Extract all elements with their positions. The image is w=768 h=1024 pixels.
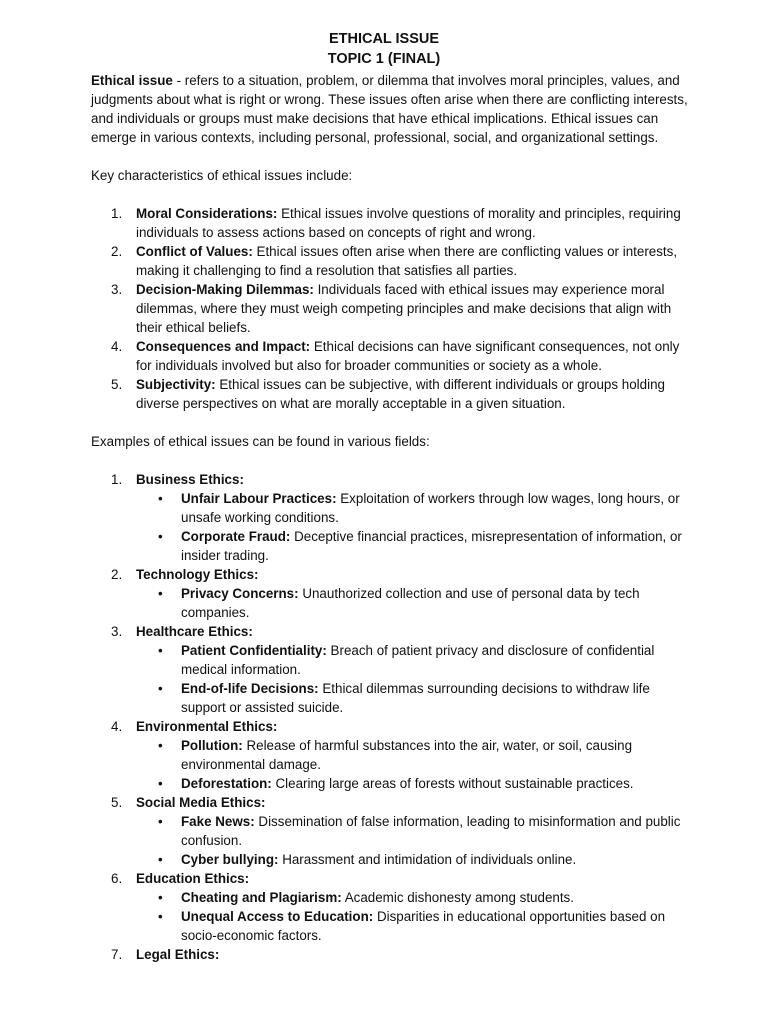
field-item [91, 945, 691, 964]
field-name: Business Ethics: [136, 472, 244, 487]
list-item [91, 337, 691, 375]
example-text: Disparities in educational opportunities based on socio-economic factors. [181, 909, 666, 943]
example-text: Breach of patient privacy and disclosure of confidential medical information. [181, 643, 655, 677]
list-item [91, 242, 691, 280]
field-item [91, 717, 691, 793]
field-name: Education Ethics: [136, 871, 250, 886]
example-term: Privacy Concerns: [181, 586, 299, 601]
field-name: Social Media Ethics: [136, 795, 266, 810]
example-item [136, 489, 691, 527]
characteristics-list [91, 204, 691, 413]
field-item [91, 869, 691, 945]
item-number: 5. [111, 377, 123, 392]
field-number: 5. [111, 795, 123, 810]
example-item [136, 812, 691, 850]
definition-term: Ethical issue [91, 73, 173, 88]
example-text: Unauthorized collection and use of personal data by tech companies. [181, 586, 640, 620]
list-item [91, 280, 691, 337]
example-text: Release of harmful substances into the air, water, or soil, causing environmental damage. [181, 738, 633, 772]
example-term: Deforestation: [181, 776, 272, 791]
field-item [91, 793, 691, 869]
field-number: 2. [111, 567, 123, 582]
document-subtitle: TOPIC 1 (FINAL) [327, 51, 441, 67]
bullet-icon: • [158, 776, 163, 791]
example-item [136, 679, 691, 717]
item-text: Ethical issues often arise when there are conflicting values or interests, making it challenging to find a resolution that satisfies all parties. [136, 244, 678, 278]
item-number: 3. [111, 282, 123, 297]
example-term: Corporate Fraud: [181, 529, 291, 544]
field-examples [136, 641, 691, 717]
document-title: ETHICAL ISSUE [328, 31, 440, 47]
field-name: Environmental Ethics: [136, 719, 278, 734]
example-item [136, 584, 691, 622]
field-name: Healthcare Ethics: [136, 624, 253, 639]
example-text: Deceptive financial practices, misrepresentation of information, or insider trading. [181, 529, 682, 563]
example-term: Unfair Labour Practices: [181, 491, 337, 506]
definition-paragraph [91, 71, 691, 147]
example-item [136, 736, 691, 774]
field-item [91, 622, 691, 717]
item-number: 4. [111, 339, 123, 354]
example-term: Patient Confidentiality: [181, 643, 327, 658]
field-item [91, 565, 691, 622]
field-item [91, 470, 691, 565]
item-number: 2. [111, 244, 123, 259]
example-text: Ethical dilemmas surrounding decisions to withdraw life support or assisted suicide. [181, 681, 650, 715]
item-text: Ethical issues involve questions of morality and principles, requiring individuals to assess actions based on concepts of right and wrong. [136, 206, 681, 240]
examples-intro: Examples of ethical issues can be found in various fields: [91, 434, 430, 449]
item-term: Conflict of Values: [136, 244, 253, 259]
field-name: Legal Ethics: [136, 947, 220, 962]
item-text: Ethical issues can be subjective, with different individuals or groups holding diverse perspectives on what are morally acceptable in a given situation. [136, 377, 665, 411]
bullet-icon: • [158, 909, 163, 924]
field-number: 4. [111, 719, 123, 734]
bullet-icon: • [158, 738, 163, 753]
bullet-icon: • [158, 643, 163, 658]
example-item [136, 527, 691, 565]
item-text: Individuals faced with ethical issues may experience moral dilemmas, where they must weigh competing principles and make decisions that align with their ethical beliefs. [136, 282, 672, 335]
field-examples [136, 812, 691, 869]
field-number: 6. [111, 871, 123, 886]
bullet-icon: • [158, 814, 163, 829]
example-item [136, 641, 691, 679]
example-text: Academic dishonesty among students. [341, 890, 574, 905]
item-term: Decision-Making Dilemmas: [136, 282, 314, 297]
item-term: Consequences and Impact: [136, 339, 311, 354]
example-item [136, 888, 691, 907]
example-item [136, 850, 691, 869]
bullet-icon: • [158, 852, 163, 867]
list-item [91, 375, 691, 413]
item-term: Subjectivity: [136, 377, 216, 392]
example-text: Clearing large areas of forests without sustainable practices. [271, 776, 634, 791]
example-item [136, 907, 691, 945]
document-body [91, 71, 691, 964]
item-text: Ethical decisions can have significant consequences, not only for individuals involved but also for broader communities or society as a whole. [136, 339, 680, 373]
field-examples [136, 489, 691, 565]
example-text: Exploitation of workers through low wages, long hours, or unsafe working conditions. [181, 491, 680, 525]
example-text: Dissemination of false information, leading to misinformation and public confusion. [181, 814, 681, 848]
example-term: End-of-life Decisions: [181, 681, 319, 696]
field-number: 7. [111, 947, 123, 962]
fields-list [91, 470, 691, 964]
bullet-icon: • [158, 529, 163, 544]
definition-text: - refers to a situation, problem, or dilemma that involves moral principles, values, and judgments about what is right or wrong. These issues often arise when there are conflicting interests, and individuals or groups must make decisions that have ethical implications. Ethical issues can emerge in various contexts, including personal, professional, social, and organizational settings. [91, 73, 688, 145]
example-item [136, 774, 691, 793]
item-number: 1. [111, 206, 123, 221]
field-examples [136, 584, 691, 622]
field-number: 3. [111, 624, 123, 639]
example-text: Harassment and intimidation of individuals online. [278, 852, 577, 867]
example-term: Cheating and Plagiarism: [181, 890, 342, 905]
characteristics-intro: Key characteristics of ethical issues include: [91, 168, 353, 183]
bullet-icon: • [158, 491, 163, 506]
field-number: 1. [111, 472, 123, 487]
example-term: Pollution: [181, 738, 243, 753]
bullet-icon: • [158, 586, 163, 601]
document-header [0, 29, 768, 69]
field-examples [136, 736, 691, 793]
example-term: Fake News: [181, 814, 255, 829]
bullet-icon: • [158, 890, 163, 905]
item-term: Moral Considerations: [136, 206, 278, 221]
list-item [91, 204, 691, 242]
bullet-icon: • [158, 681, 163, 696]
example-term: Cyber bullying: [181, 852, 279, 867]
field-name: Technology Ethics: [136, 567, 259, 582]
example-term: Unequal Access to Education: [181, 909, 374, 924]
field-examples [136, 888, 691, 945]
